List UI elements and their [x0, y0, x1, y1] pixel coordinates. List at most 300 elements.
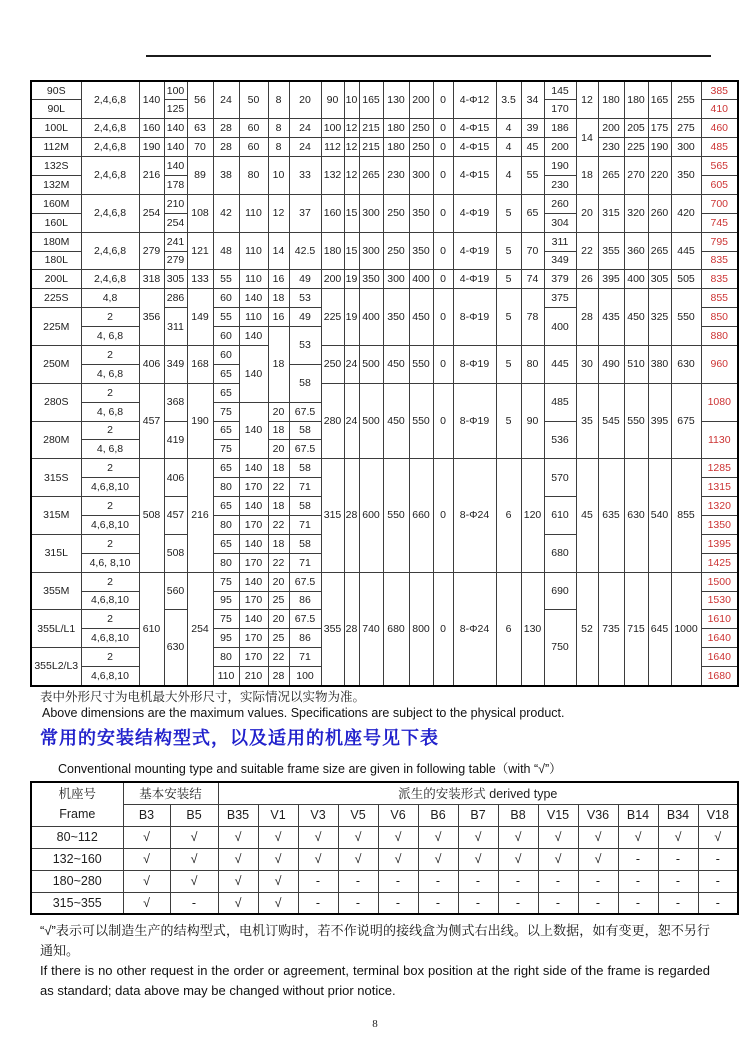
- weight-value-cell: 700: [701, 194, 738, 213]
- dim-value-cell: 58: [289, 534, 321, 553]
- dim-value-cell: 255: [671, 81, 701, 119]
- dim-value-cell: 24: [289, 119, 321, 138]
- mount-type-header-cell: V18: [698, 804, 738, 826]
- dim-value-cell: 200: [321, 270, 344, 289]
- dim-value-cell: 180L: [31, 251, 81, 270]
- dim-value-cell: 265: [648, 232, 671, 270]
- dim-value-cell: 680: [383, 572, 409, 685]
- mount-type-header-cell: V6: [378, 804, 418, 826]
- dim-value-cell: 350: [359, 270, 383, 289]
- weight-value-cell: 1640: [701, 648, 738, 667]
- dimension-row: [31, 289, 738, 308]
- dash-cell: -: [618, 892, 658, 914]
- mount-type-header-cell: B7: [458, 804, 498, 826]
- dim-value-cell: 108: [187, 194, 213, 232]
- dim-value-cell: 60: [213, 289, 239, 308]
- dim-value-cell: 0: [433, 81, 453, 119]
- dim-value-cell: 12: [344, 138, 359, 157]
- dim-value-cell: 450: [624, 289, 648, 346]
- mounting-row: [31, 826, 738, 848]
- dim-value-cell: 8: [268, 81, 289, 119]
- dim-value-cell: 180: [383, 138, 409, 157]
- dim-value-cell: 0: [433, 345, 453, 383]
- dim-value-cell: 8-Φ19: [453, 383, 496, 459]
- dim-value-cell: 5: [496, 345, 521, 383]
- dim-value-cell: 349: [544, 251, 576, 270]
- dim-value-cell: 160L: [31, 213, 81, 232]
- dim-value-cell: 140: [164, 119, 187, 138]
- dim-value-cell: 4, 6,8: [81, 402, 139, 421]
- dim-value-cell: 67.5: [289, 610, 321, 629]
- dim-value-cell: 180: [624, 81, 648, 119]
- dim-value-cell: 250: [409, 119, 433, 138]
- dash-cell: -: [498, 870, 538, 892]
- dim-value-cell: 95: [213, 591, 239, 610]
- dim-value-cell: 12: [576, 81, 598, 119]
- dim-value-cell: 58: [289, 459, 321, 478]
- dim-value-cell: 210: [239, 667, 268, 686]
- footnote-cn: “√”表示可以制造生产的结构型式，电机订购时，若不作说明的接线盒为侧式右出线。以上数据，如有变更，恕不另行通知。: [40, 923, 710, 958]
- dim-value-cell: 350: [409, 194, 433, 232]
- checkmark-cell: √: [418, 848, 458, 870]
- checkmark-cell: √: [123, 870, 170, 892]
- dim-value-cell: 350: [671, 157, 701, 195]
- dim-value-cell: 165: [359, 81, 383, 119]
- weight-value-cell: 460: [701, 119, 738, 138]
- dim-value-cell: 200: [409, 81, 433, 119]
- dim-value-cell: 6: [496, 572, 521, 685]
- dim-value-cell: 20: [576, 194, 598, 232]
- checkmark-cell: √: [458, 826, 498, 848]
- dim-value-cell: 8: [268, 138, 289, 157]
- checkmark-cell: √: [170, 826, 218, 848]
- weight-value-cell: 1130: [701, 421, 738, 459]
- dim-value-cell: 190: [544, 157, 576, 176]
- dim-value-cell: 315: [321, 459, 344, 572]
- dash-cell: -: [698, 848, 738, 870]
- dim-value-cell: 610: [139, 572, 164, 685]
- dim-value-cell: 22: [268, 478, 289, 497]
- dim-value-cell: 28: [344, 459, 359, 572]
- dim-value-cell: 508: [139, 459, 164, 572]
- dimension-row: [31, 572, 738, 591]
- dim-value-cell: 275: [671, 119, 701, 138]
- weight-value-cell: 835: [701, 251, 738, 270]
- dim-value-cell: 52: [576, 572, 598, 685]
- dash-cell: -: [578, 870, 618, 892]
- dim-value-cell: 380: [648, 345, 671, 383]
- dim-value-cell: 260: [648, 194, 671, 232]
- dim-value-cell: 630: [624, 459, 648, 572]
- dim-value-cell: 280S: [31, 383, 81, 421]
- dim-value-cell: 1000: [671, 572, 701, 685]
- dim-value-cell: 37: [289, 194, 321, 232]
- dash-cell: -: [578, 892, 618, 914]
- dim-value-cell: 311: [544, 232, 576, 251]
- dim-value-cell: 140: [239, 289, 268, 308]
- checkmark-cell: √: [458, 848, 498, 870]
- weight-value-cell: 605: [701, 175, 738, 194]
- dim-value-cell: 300: [409, 157, 433, 195]
- dim-value-cell: 28: [268, 667, 289, 686]
- dim-value-cell: 65: [521, 194, 544, 232]
- checkmark-cell: √: [170, 870, 218, 892]
- note-above-en: Above dimensions are the maximum values. Specifications are subject to the physical product.: [42, 706, 565, 720]
- dim-value-cell: 140: [239, 327, 268, 346]
- dim-value-cell: 457: [164, 497, 187, 535]
- weight-value-cell: 880: [701, 327, 738, 346]
- mount-type-header-cell: B6: [418, 804, 458, 826]
- frame-header-en: Frame: [59, 807, 96, 822]
- dim-value-cell: 4: [496, 157, 521, 195]
- checkmark-cell: √: [170, 848, 218, 870]
- dim-value-cell: 90: [321, 81, 344, 119]
- dim-value-cell: 71: [289, 553, 321, 572]
- dim-value-cell: 65: [213, 497, 239, 516]
- dim-value-cell: 2: [81, 345, 139, 364]
- dim-value-cell: 67.5: [289, 572, 321, 591]
- dim-value-cell: 536: [544, 421, 576, 459]
- dim-value-cell: 12: [344, 157, 359, 195]
- dim-value-cell: 8-Φ19: [453, 345, 496, 383]
- dim-value-cell: 0: [433, 572, 453, 685]
- dim-value-cell: 435: [598, 289, 624, 346]
- dim-value-cell: 10: [344, 81, 359, 119]
- dim-value-cell: 325: [648, 289, 671, 346]
- dim-value-cell: 55: [213, 308, 239, 327]
- dim-value-cell: 86: [289, 629, 321, 648]
- dim-value-cell: 230: [544, 175, 576, 194]
- dim-value-cell: 610: [544, 497, 576, 535]
- dim-value-cell: 0: [433, 157, 453, 195]
- dim-value-cell: 170: [544, 100, 576, 119]
- dim-value-cell: 305: [164, 270, 187, 289]
- dim-value-cell: 200: [598, 119, 624, 138]
- dim-value-cell: 250M: [31, 345, 81, 383]
- dim-value-cell: 2: [81, 383, 139, 402]
- dim-value-cell: 140: [139, 81, 164, 119]
- dim-value-cell: 160: [139, 119, 164, 138]
- dim-value-cell: 18: [268, 459, 289, 478]
- dim-value-cell: 635: [598, 459, 624, 572]
- dash-cell: -: [418, 892, 458, 914]
- dim-value-cell: 250: [383, 194, 409, 232]
- dim-value-cell: 112: [321, 138, 344, 157]
- dimension-table: [30, 80, 739, 687]
- checkmark-cell: √: [658, 826, 698, 848]
- dim-value-cell: 22: [268, 648, 289, 667]
- weight-value-cell: 1315: [701, 478, 738, 497]
- checkmark-cell: √: [378, 848, 418, 870]
- dim-value-cell: 560: [164, 572, 187, 610]
- mount-type-header-cell: B5: [170, 804, 218, 826]
- dim-value-cell: 19: [344, 270, 359, 289]
- dim-value-cell: 18: [268, 327, 289, 403]
- dim-value-cell: 170: [239, 648, 268, 667]
- dim-value-cell: 100L: [31, 119, 81, 138]
- dim-value-cell: 63: [187, 119, 213, 138]
- dim-value-cell: 210: [164, 194, 187, 213]
- dim-value-cell: 130: [521, 572, 544, 685]
- dim-value-cell: 630: [671, 345, 701, 383]
- dim-value-cell: 70: [521, 232, 544, 270]
- weight-value-cell: 1350: [701, 515, 738, 534]
- footnote-en: If there is no other request in the order or agreement, terminal box position at the right side of the frame is regarded as standard; data above may be changed without prior notice.: [40, 963, 710, 998]
- dim-value-cell: 22: [576, 232, 598, 270]
- mounting-table: [30, 781, 739, 915]
- dim-value-cell: 28: [213, 138, 239, 157]
- dim-value-cell: 8: [268, 119, 289, 138]
- dim-value-cell: 265: [598, 157, 624, 195]
- dimension-row: [31, 138, 738, 157]
- dim-value-cell: 78: [521, 289, 544, 346]
- dim-value-cell: 241: [164, 232, 187, 251]
- mounting-header-row-1: [31, 782, 738, 804]
- checkmark-cell: √: [338, 848, 378, 870]
- dim-value-cell: 170: [239, 515, 268, 534]
- dim-value-cell: 65: [213, 421, 239, 440]
- dim-value-cell: 65: [213, 383, 239, 402]
- dim-value-cell: 254: [139, 194, 164, 232]
- dim-value-cell: 8-Φ19: [453, 289, 496, 346]
- dim-value-cell: 24: [213, 81, 239, 119]
- dim-value-cell: 90: [521, 383, 544, 459]
- dash-cell: -: [698, 892, 738, 914]
- footnotes-block: [40, 921, 710, 1001]
- dash-cell: -: [498, 892, 538, 914]
- dim-value-cell: 216: [187, 459, 213, 572]
- dim-value-cell: 58: [289, 364, 321, 402]
- dim-value-cell: 4,6,8,10: [81, 629, 139, 648]
- dim-value-cell: 132M: [31, 175, 81, 194]
- dim-value-cell: 450: [409, 289, 433, 346]
- mount-type-header-cell: V36: [578, 804, 618, 826]
- checkmark-cell: √: [538, 848, 578, 870]
- dim-value-cell: 4-Φ15: [453, 138, 496, 157]
- dim-value-cell: 170: [239, 553, 268, 572]
- dim-value-cell: 180M: [31, 232, 81, 251]
- dim-value-cell: 355L/L1: [31, 610, 81, 648]
- dim-value-cell: 400: [544, 308, 576, 346]
- dim-value-cell: 5: [496, 194, 521, 232]
- dimension-table-body: [31, 81, 738, 686]
- dim-value-cell: 320: [624, 194, 648, 232]
- dim-value-cell: 250: [409, 138, 433, 157]
- mount-type-header-cell: B35: [218, 804, 258, 826]
- dim-value-cell: 140: [239, 572, 268, 591]
- dash-cell: -: [658, 892, 698, 914]
- dim-value-cell: 15: [344, 232, 359, 270]
- dim-value-cell: 170: [239, 591, 268, 610]
- dim-value-cell: 80: [521, 345, 544, 383]
- checkmark-cell: √: [578, 826, 618, 848]
- dim-value-cell: 121: [187, 232, 213, 270]
- dash-cell: -: [658, 848, 698, 870]
- dim-value-cell: 715: [624, 572, 648, 685]
- mount-type-header-cell: V3: [298, 804, 338, 826]
- checkmark-cell: √: [218, 870, 258, 892]
- dim-value-cell: 500: [359, 345, 383, 383]
- dim-value-cell: 4,6,8,10: [81, 478, 139, 497]
- dash-cell: -: [458, 892, 498, 914]
- dim-value-cell: 5: [496, 289, 521, 346]
- dim-value-cell: 30: [576, 345, 598, 383]
- dim-value-cell: 205: [624, 119, 648, 138]
- dim-value-cell: 315: [598, 194, 624, 232]
- dim-value-cell: 419: [164, 421, 187, 459]
- dim-value-cell: 95: [213, 629, 239, 648]
- dim-value-cell: 8-Φ24: [453, 572, 496, 685]
- dim-value-cell: 445: [671, 232, 701, 270]
- mounting-table-body: [31, 826, 738, 914]
- checkmark-cell: √: [538, 826, 578, 848]
- dim-value-cell: 5: [496, 232, 521, 270]
- dim-value-cell: 53: [289, 327, 321, 365]
- dim-value-cell: 45: [521, 138, 544, 157]
- mounting-header-row-2: [31, 804, 738, 826]
- dim-value-cell: 230: [383, 157, 409, 195]
- dim-value-cell: 400: [409, 270, 433, 289]
- dimension-row: [31, 345, 738, 364]
- dim-value-cell: 28: [344, 572, 359, 685]
- dim-value-cell: 311: [164, 308, 187, 346]
- dim-value-cell: 100: [164, 81, 187, 100]
- dim-value-cell: 400: [359, 289, 383, 346]
- dim-value-cell: 360: [624, 232, 648, 270]
- dim-value-cell: 18: [576, 157, 598, 195]
- dim-value-cell: 20: [268, 610, 289, 629]
- dim-value-cell: 375: [544, 289, 576, 308]
- mount-type-header-cell: V5: [338, 804, 378, 826]
- weight-value-cell: 1500: [701, 572, 738, 591]
- header-rule: [146, 55, 711, 57]
- dim-value-cell: 3.5: [496, 81, 521, 119]
- dim-value-cell: 65: [213, 364, 239, 383]
- dim-value-cell: 140: [239, 534, 268, 553]
- dim-value-cell: 75: [213, 610, 239, 629]
- weight-value-cell: 410: [701, 100, 738, 119]
- dash-cell: -: [618, 870, 658, 892]
- dim-value-cell: 178: [164, 175, 187, 194]
- dim-value-cell: 16: [268, 308, 289, 327]
- dim-value-cell: 2,4,6,8: [81, 81, 139, 119]
- dim-value-cell: 100: [321, 119, 344, 138]
- dim-value-cell: 254: [187, 572, 213, 685]
- dim-value-cell: 18: [268, 534, 289, 553]
- dim-value-cell: 132: [321, 157, 344, 195]
- dim-value-cell: 2: [81, 421, 139, 440]
- dim-value-cell: 4-Φ19: [453, 270, 496, 289]
- dim-value-cell: 4,6, 8,10: [81, 553, 139, 572]
- dim-value-cell: 379: [544, 270, 576, 289]
- dim-value-cell: 450: [383, 383, 409, 459]
- weight-value-cell: 960: [701, 345, 738, 383]
- dim-value-cell: 35: [576, 383, 598, 459]
- dim-value-cell: 200L: [31, 270, 81, 289]
- checkmark-cell: √: [123, 848, 170, 870]
- dim-value-cell: 395: [598, 270, 624, 289]
- dim-value-cell: 406: [164, 459, 187, 497]
- dim-value-cell: 110: [239, 232, 268, 270]
- dim-value-cell: 5: [496, 383, 521, 459]
- dim-value-cell: 75: [213, 572, 239, 591]
- dim-value-cell: 42.5: [289, 232, 321, 270]
- dim-value-cell: 600: [359, 459, 383, 572]
- weight-value-cell: 855: [701, 289, 738, 308]
- dim-value-cell: 315M: [31, 497, 81, 535]
- weight-value-cell: 1080: [701, 383, 738, 421]
- basic-mount-header: 基本安装结: [123, 782, 218, 804]
- dim-value-cell: 24: [344, 345, 359, 383]
- dim-value-cell: 175: [648, 119, 671, 138]
- mount-type-header-cell: B3: [123, 804, 170, 826]
- dim-value-cell: 165: [648, 81, 671, 119]
- frame-range-cell: 315~355: [31, 892, 123, 914]
- dim-value-cell: 133: [187, 270, 213, 289]
- dim-value-cell: 2: [81, 308, 139, 327]
- dim-value-cell: 26: [576, 270, 598, 289]
- checkmark-cell: √: [123, 826, 170, 848]
- dim-value-cell: 500: [359, 383, 383, 459]
- dim-value-cell: 12: [344, 119, 359, 138]
- dim-value-cell: 4,6,8,10: [81, 667, 139, 686]
- mounting-row: [31, 892, 738, 914]
- dim-value-cell: 149: [187, 289, 213, 346]
- checkmark-cell: √: [618, 826, 658, 848]
- dim-value-cell: 5: [496, 270, 521, 289]
- mount-type-header-cell: V1: [258, 804, 298, 826]
- dim-value-cell: 70: [187, 138, 213, 157]
- dim-value-cell: 22: [268, 515, 289, 534]
- dim-value-cell: 680: [544, 534, 576, 572]
- checkmark-cell: √: [258, 870, 298, 892]
- dim-value-cell: 25: [268, 629, 289, 648]
- dim-value-cell: 67.5: [289, 402, 321, 421]
- dim-value-cell: 14: [576, 119, 598, 157]
- checkmark-cell: √: [698, 826, 738, 848]
- dim-value-cell: 2: [81, 572, 139, 591]
- dim-value-cell: 190: [187, 383, 213, 459]
- checkmark-cell: √: [218, 892, 258, 914]
- dim-value-cell: 100: [289, 667, 321, 686]
- dim-value-cell: 420: [671, 194, 701, 232]
- checkmark-cell: √: [338, 826, 378, 848]
- dim-value-cell: 15: [344, 194, 359, 232]
- dim-value-cell: 75: [213, 402, 239, 421]
- dim-value-cell: 450: [383, 345, 409, 383]
- dim-value-cell: 45: [576, 459, 598, 572]
- dim-value-cell: 145: [544, 81, 576, 100]
- dim-value-cell: 186: [544, 119, 576, 138]
- dim-value-cell: 2,4,6,8: [81, 138, 139, 157]
- dim-value-cell: 130: [383, 81, 409, 119]
- dim-value-cell: 4, 6,8: [81, 440, 139, 459]
- dim-value-cell: 16: [268, 270, 289, 289]
- dim-value-cell: 0: [433, 459, 453, 572]
- dim-value-cell: 457: [139, 383, 164, 459]
- dim-value-cell: 2,4,6,8: [81, 270, 139, 289]
- dim-value-cell: 20: [268, 440, 289, 459]
- dim-value-cell: 279: [139, 232, 164, 270]
- dim-value-cell: 0: [433, 232, 453, 270]
- dim-value-cell: 20: [268, 572, 289, 591]
- checkmark-cell: √: [123, 892, 170, 914]
- dim-value-cell: 60: [213, 345, 239, 364]
- dimension-row: [31, 119, 738, 138]
- dim-value-cell: 24: [289, 138, 321, 157]
- dim-value-cell: 110: [239, 270, 268, 289]
- dim-value-cell: 160M: [31, 194, 81, 213]
